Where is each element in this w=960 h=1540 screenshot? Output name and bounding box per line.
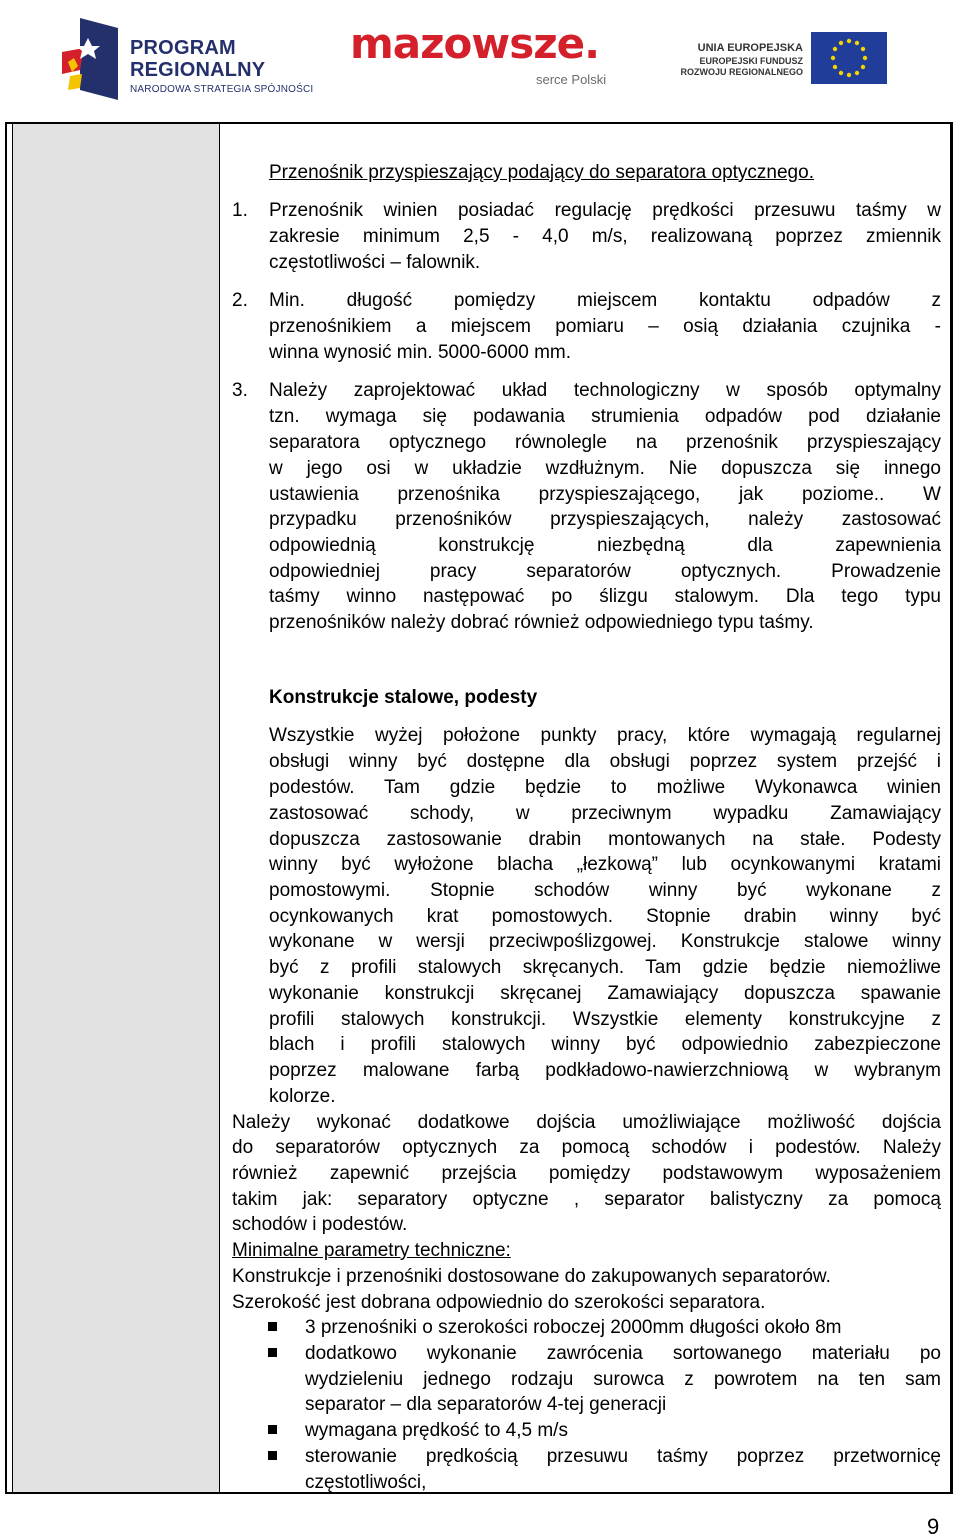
steel-paragraph-line: zastosować schody, w przeciwnym wypadku Zamawiający [269, 803, 941, 824]
steel-paragraph-line: wykonane w wersji przeciwpoślizgowej. Konstrukcje stalowe winny [269, 931, 941, 952]
item-line: separatora optycznego równolegle na przenośnik przyspieszający [269, 432, 941, 453]
bullet-line: dodatkowo wykonanie zawrócenia sortowanego materiału po [305, 1343, 941, 1364]
page-number: 9 [927, 1514, 940, 1539]
program-logo-line2: REGIONALNY [130, 59, 266, 81]
bullet-line: separator – dla separatorów 4-tej generacji [305, 1394, 667, 1415]
min-params-title: Minimalne parametry techniczne: [232, 1240, 511, 1261]
item-line: w jego osi w układzie wzdłużnym. Nie dopuszcza się innego [269, 458, 941, 479]
bullet-line: wymagana prędkość to 4,5 m/s [305, 1420, 568, 1441]
eu-flag-icon [811, 32, 887, 84]
program-logo-line1: PROGRAM [130, 37, 236, 59]
steel-paragraph-line: kolorze. [269, 1086, 336, 1107]
item-line: Przenośnik winien posiadać regulację prędkości przesuwu taśmy w [269, 200, 941, 221]
steel-paragraph-line: ocynkowanych krat pomostowych. Stopnie drabin winny być [269, 906, 941, 927]
item-line: przypadku przenośników przyspieszających, należy zastosować [269, 509, 941, 530]
steel-paragraph-line: winny być wyłożone blacha „łezkową” lub ocynkowanymi kratami [269, 854, 941, 875]
access-paragraph-line: Należy wykonać dodatkowe dojścia umożliwiające możliwość dojścia [232, 1112, 941, 1133]
access-paragraph-line: również zapewnić przejścia pomiędzy podstawowym wyposażeniem [232, 1163, 941, 1184]
bullet-line: sterowanie prędkością przesuwu taśmy poprzez przetwornicę [305, 1446, 941, 1467]
bullet-square-icon [268, 1322, 277, 1331]
mazowsze-logo [350, 19, 630, 92]
item-line: taśmy winno następować po ślizgu stalowym. Dla tego typu [269, 586, 941, 607]
eu-logo-line3: ROZWOJU REGIONALNEGO [680, 67, 803, 77]
item-line: winna wynosić min. 5000-6000 mm. [269, 342, 572, 363]
steel-paragraph-line: podestów. Tam gdzie będzie to możliwe Wykonawca winien [269, 777, 941, 798]
bullet-line: wydzieleniu jednego rodzaju surowca z powrotem na ten sam [305, 1369, 941, 1390]
steel-paragraph-line: poprzez malowane farbą podkładowo-nawierzchniową w wybranym [269, 1060, 941, 1081]
steel-paragraph-line: pomostowymi. Stopnie schodów winny być wykonane z [269, 880, 941, 901]
bullet-square-icon [268, 1348, 277, 1357]
bullet-line: 3 przenośniki o szerokości roboczej 2000mm długości około 8m [305, 1317, 842, 1338]
steel-paragraph-line: być z profili stalowych skręcanych. Tam gdzie będzie niemożliwe [269, 957, 941, 978]
item-line: odpowiedniej pracy separatorów optycznych. Prowadzenie [269, 561, 941, 582]
item-line: zakresie minimum 2,5 - 4,0 m/s, realizowaną poprzez zmiennik [269, 226, 941, 247]
access-paragraph-line: do separatorów optycznych za pomocą schodów i podestów. Należy [232, 1137, 941, 1158]
bullet-line: częstotliwości, [305, 1472, 427, 1493]
list-item-number: 3. [232, 380, 248, 401]
bullet-square-icon [268, 1425, 277, 1434]
list-item-number: 2. [232, 290, 248, 311]
program-logo-line3: NARODOWA STRATEGIA SPÓJNOŚCI [130, 84, 314, 95]
steel-section-title: Konstrukcje stalowe, podesty [269, 687, 538, 708]
params-line: Szerokość jest dobrana odpowiednio do szerokości separatora. [232, 1292, 766, 1313]
table-column-divider [219, 124, 220, 1492]
eu-logo-line1: UNIA EUROPEJSKA [697, 42, 803, 54]
item-line: tzn. wymaga się podawania strumienia odpadów pod działanie [269, 406, 941, 427]
page-header [0, 0, 960, 110]
program-regionalny-emblem-icon [62, 18, 118, 100]
steel-paragraph-line: obsługi winny być dostępne dla obsługi poprzez system przejść i [269, 751, 941, 772]
steel-paragraph-line: dopuszcza zastosowanie drabin montowanych na stałe. Podesty [269, 829, 941, 850]
steel-paragraph-line: blach i profili stalowych winny być odpowiednio zabezpieczone [269, 1034, 941, 1055]
steel-paragraph-line: profili stalowych konstrukcji. Wszystkie elementy konstrukcyjne z [269, 1009, 941, 1030]
params-line: Konstrukcje i przenośniki dostosowane do zakupowanych separatorów. [232, 1266, 831, 1287]
program-regionalny-logo [62, 16, 322, 102]
table-left-cell [13, 124, 219, 1492]
mazowsze-tagline: serce Polski [536, 72, 607, 87]
conveyor-section-title: Przenośnik przyspieszający podający do separatora optycznego. [269, 162, 814, 183]
eu-logo-line2: EUROPEJSKI FUNDUSZ [699, 56, 803, 66]
mazowsze-wordmark: mazowsze. [350, 19, 600, 68]
item-line: Min. długość pomiędzy miejscem kontaktu odpadów z [269, 290, 941, 311]
item-line: przenośnikiem a miejscem pomiaru – osią działania czujnika - [269, 316, 941, 337]
item-line: odpowiednią konstrukcję niezbędną dla zapewnienia [269, 535, 941, 556]
eu-fund-logo [660, 30, 895, 88]
access-paragraph-line: takim jak: separatory optyczne , separator balistyczny za pomocą [232, 1189, 941, 1210]
steel-paragraph-line: Wszystkie wyżej położone punkty pracy, które wymagają regularnej [269, 725, 941, 746]
bullet-square-icon [268, 1451, 277, 1460]
list-item-number: 1. [232, 200, 248, 221]
item-line: przenośników należy dobrać również odpowiedniego typu taśmy. [269, 612, 814, 633]
steel-paragraph-line: wykonanie konstrukcji skręcanej Zamawiający dopuszcza spawanie [269, 983, 941, 1004]
item-line: częstotliwości – falownik. [269, 252, 481, 273]
access-paragraph-line: schodów i podestów. [232, 1214, 408, 1235]
item-line: ustawienia przenośnika przyspieszającego, jak poziome.. W [269, 484, 941, 505]
item-line: Należy zaprojektować układ technologiczny w sposób optymalny [269, 380, 941, 401]
